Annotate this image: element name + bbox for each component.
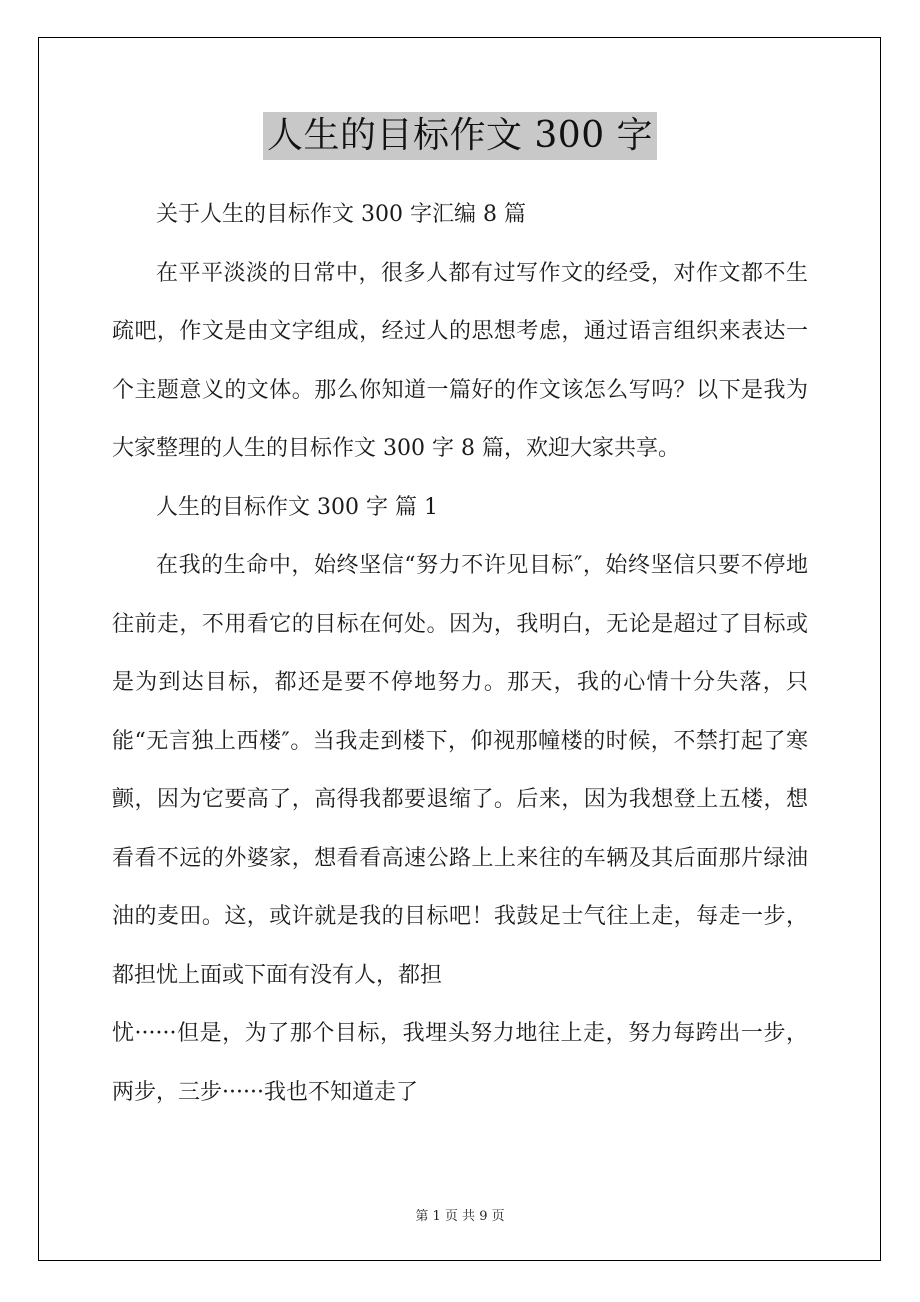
paragraph-preface: 在平平淡淡的日常中，很多人都有过写作文的经受，对作文都不生疏吧，作文是由文字组成，经过人的思想考虑，通过语言组织来表达一个主题意义的文体。那么你知道一篇好的作文该怎么写吗？以下是我为大家整理的人生的目标作文 300 字 8 篇，欢迎大家共享。 [112,260,808,461]
document-title: 人生的目标作文 300 字 [263,112,657,160]
paragraph-intro: 关于人生的目标作文 300 字汇编 8 篇 [156,202,526,227]
section-heading: 人生的目标作文 300 字 篇 1 [156,494,438,520]
paragraph-essay: 在我的生命中，始终坚信“努力不许见目标″，始终坚信只要不停地往前走，不用看它的目标在何处。因为，我明白，无论是超过了目标或是为到达目标，都还是要不停地努力。那天，我的心情十分失落，只能“无言独上西楼″。当我走到楼下，仰视那幢楼的时候，不禁打起了寒颤，因为它要高了，高得我都要退缩了。后来，因为我想登上五楼，想看看不远的外婆家，想看看高速公路上上来往的车辆及其后面那片绿油油的麦田。这，或许就是我的目标吧！我鼓足士气往上走，每走一步，都担忧上面或下面有没有人，都担 [112,553,808,988]
page-footer: 第 1 页 共 9 页 [415,1209,505,1224]
document-body [112,186,808,1122]
title-container [0,112,920,160]
paragraph-continued: 忧······但是，为了那个目标，我埋头努力地往上走，努力每跨出一步，两步，三步······我也不知道走了 [112,1021,808,1105]
